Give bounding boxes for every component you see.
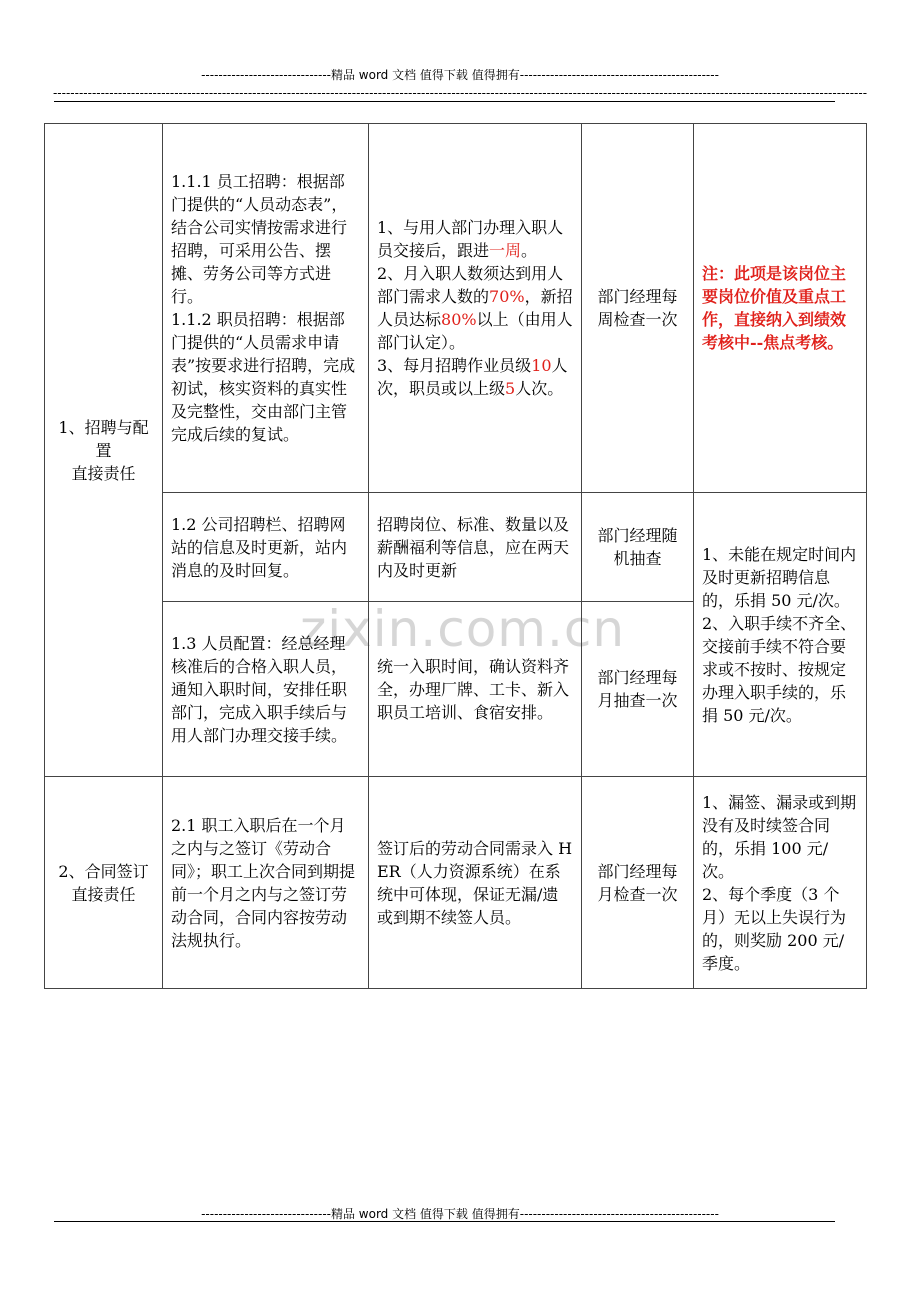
- watermark: zixin.com.cn: [300, 600, 626, 658]
- penalty-line: 2、入职手续不齐全、交接前手续不符合要求或不按时、按规定办理入职手续的，乐捐 50 元/次。: [702, 613, 857, 725]
- penalty-cell: [694, 777, 867, 989]
- standard-cell: [369, 124, 582, 493]
- category-subtitle: 直接责任: [71, 463, 136, 483]
- standard-text: 人次，职员或以上级: [377, 356, 568, 398]
- check-cell: 部门经理每月抽查一次: [582, 602, 694, 777]
- standard-line-2: [377, 262, 573, 354]
- category-title: 1、招聘与配置: [58, 417, 149, 460]
- table-row: [45, 124, 867, 493]
- table-row: [45, 777, 867, 989]
- highlight-text: 80%: [441, 310, 477, 329]
- responsibility-table: [44, 123, 867, 989]
- penalty-cell: [694, 493, 867, 777]
- penalty-line: 2、每个季度（3 个月）无以上失误行为的，则奖励 200 元/季度。: [702, 884, 847, 973]
- check-cell: 部门经理每周检查一次: [582, 124, 694, 493]
- standard-cell: 签订后的劳动合同需录入 HER（人力资源系统）在系统中可体现，保证无漏/遗或到期不续签人员。: [369, 777, 582, 989]
- content-paragraph: 1.1.1 员工招聘：根据部门提供的“人员动态表”，结合公司实情按需求进行招聘，可采用公告、摆摊、劳务公司等方式进行。: [171, 172, 348, 306]
- standard-line-3: [377, 354, 573, 400]
- content-paragraph: 1.1.2 职员招聘：根据部门提供的“人员需求申请表”按要求进行招聘，完成初试，核实资料的真实性及完整性，交由部门主管完成后续的复试。: [171, 310, 356, 444]
- category-title: 2、合同签订: [58, 861, 149, 881]
- highlight-text: 5: [505, 379, 516, 398]
- standard-cell: 招聘岗位、标准、数量以及薪酬福利等信息，应在两天内及时更新: [369, 493, 582, 602]
- content-cell: 1.3 人员配置：经总经理核准后的合格入职人员，通知入职时间，安排任职部门，完成入职手续后与用人部门办理交接手续。: [163, 602, 369, 777]
- highlight-text: 70%: [489, 287, 525, 306]
- check-cell: 部门经理每月检查一次: [582, 777, 694, 989]
- standard-text: 1、与用人部门办理入职人员交接后，跟进: [377, 218, 564, 260]
- header-rule: [54, 101, 835, 102]
- check-cell: 部门经理随机抽查: [582, 493, 694, 602]
- standard-text: 2、月入职人数须达到用人部门需求人数的: [377, 264, 564, 306]
- standard-text: 3、每月招聘作业员级: [377, 356, 532, 375]
- category-cell-recruitment: [45, 124, 163, 777]
- category-subtitle: 直接责任: [71, 884, 136, 904]
- standard-cell: 统一入职时间，确认资料齐全，办理厂牌、工卡、新入职员工培训、食宿安排。: [369, 602, 582, 777]
- highlight-text: 一周: [489, 241, 522, 260]
- standard-text: ，新招人员达标: [377, 287, 573, 329]
- page-header-text: ------------------------------精品 word 文档 值得下载 值得拥有----------------------------------------------: [201, 68, 719, 82]
- content-cell: [163, 124, 369, 493]
- standard-text: 。: [521, 241, 538, 260]
- page-footer-text: ------------------------------精品 word 文档 值得下载 值得拥有----------------------------------------------: [201, 1207, 719, 1221]
- penalty-line: 1、漏签、漏录或到期没有及时续签合同的，乐捐 100 元/次。: [702, 792, 857, 881]
- highlight-text: 10: [531, 356, 552, 375]
- standard-text: 人次。: [515, 379, 564, 398]
- note-cell: 注：此项是该岗位主要岗位价值及重点工作，直接纳入到绩效考核中--焦点考核。: [694, 124, 867, 493]
- page-header-dashes: --------------------------------------------------------------------------------------------------------------------------------------------------------------------------------------------: [52, 86, 868, 100]
- footer-rule: [54, 1221, 835, 1222]
- content-cell: 1.2 公司招聘栏、招聘网站的信息及时更新，站内消息的及时回复。: [163, 493, 369, 602]
- table-row: [45, 493, 867, 602]
- penalty-line: 1、未能在规定时间内及时更新招聘信息的，乐捐 50 元/次。: [702, 544, 857, 610]
- category-cell-contract: [45, 777, 163, 989]
- standard-line-1: [377, 216, 573, 262]
- standard-text: 以上（由用人部门认定）。: [377, 310, 573, 352]
- content-cell: 2.1 职工入职后在一个月之内与之签订《劳动合同》；职工上次合同到期提前一个月之内与之签订劳动合同，合同内容按劳动法规执行。: [163, 777, 369, 989]
